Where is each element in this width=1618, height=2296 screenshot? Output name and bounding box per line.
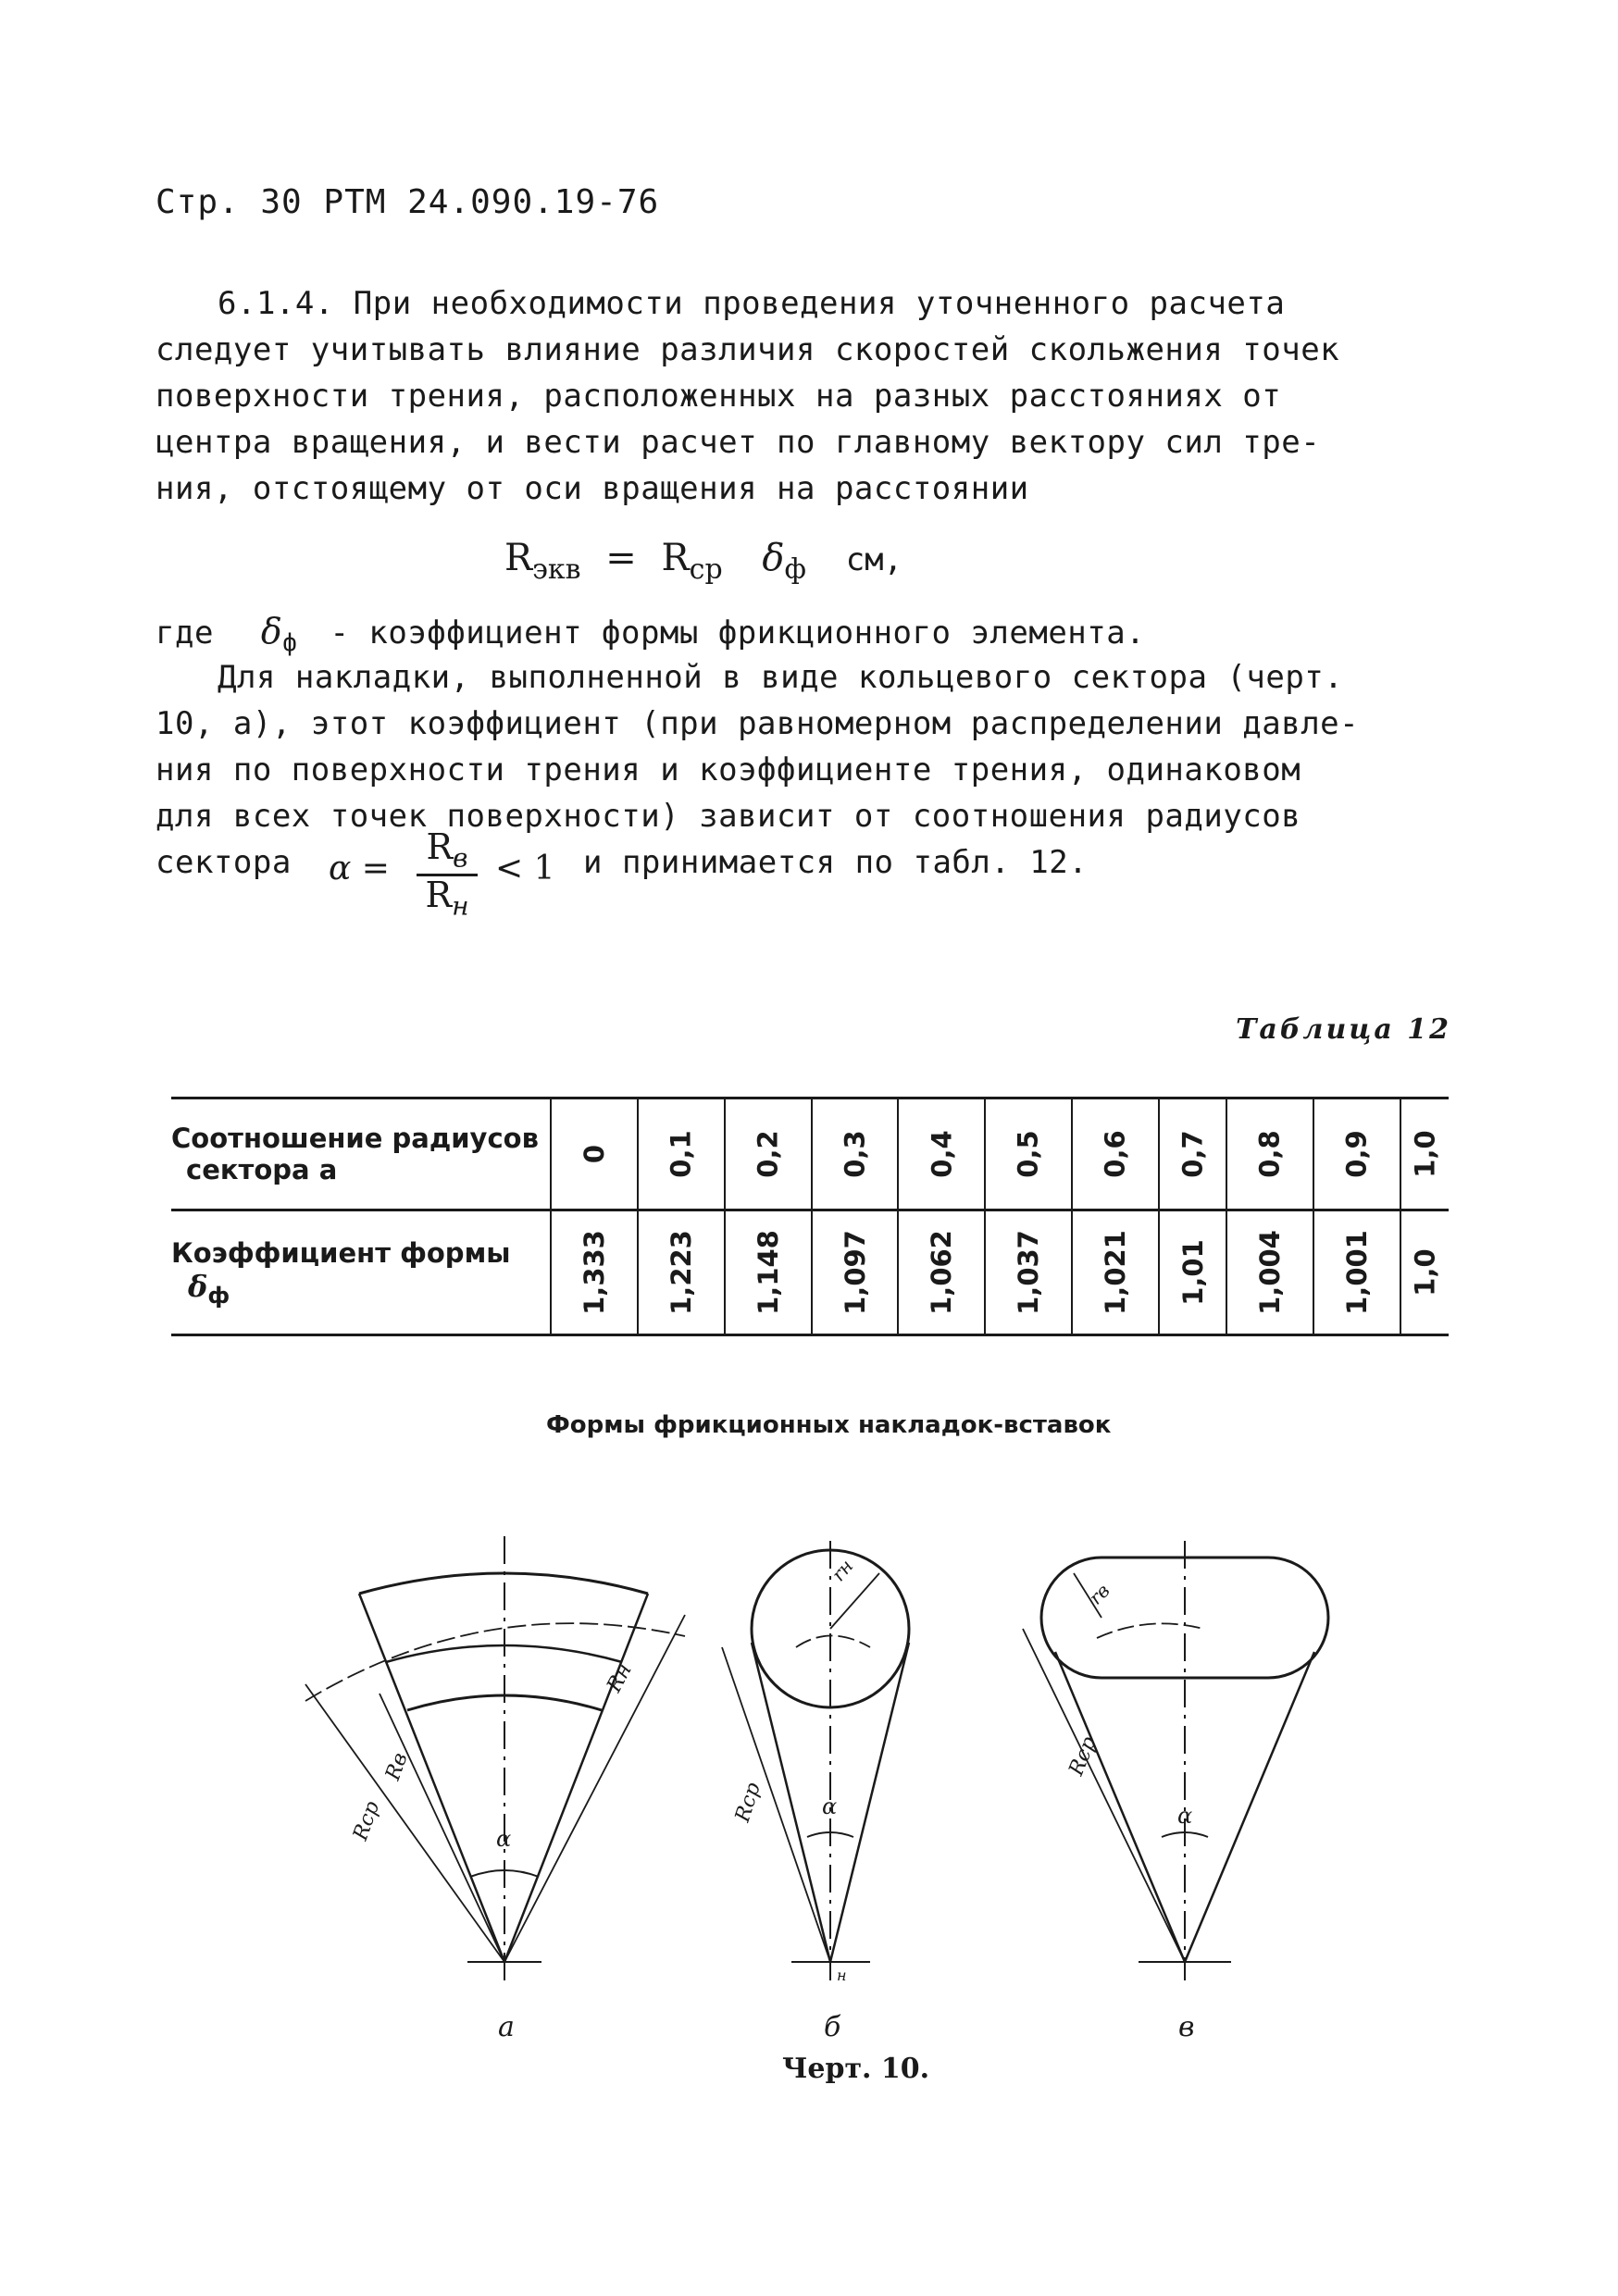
table-cell: 1,223 — [638, 1210, 725, 1335]
paragraph-line: поверхности трения, расположенных на разных расстояниях от — [156, 378, 1282, 415]
circular-pad-drawing — [722, 1541, 909, 1980]
table-cell: 1,0 — [1400, 1098, 1449, 1210]
figure-title: Формы фрикционных накладок-вставок — [546, 1411, 1112, 1439]
rsr-label-b: Rср — [730, 1780, 765, 1825]
table-cell: 1,148 — [725, 1210, 812, 1335]
page-reference: Стр. 30 РТМ 24.090.19-76 — [156, 183, 660, 221]
rsr-label-c: Rср — [1064, 1733, 1101, 1780]
table-cell: 1,037 — [985, 1210, 1072, 1335]
rn-radius — [830, 1573, 879, 1629]
tangent-right — [1185, 1652, 1314, 1962]
table-cell: 0,4 — [898, 1098, 985, 1210]
table-cell: 1,01 — [1159, 1210, 1227, 1335]
paragraph-line-prefix: сектора — [156, 844, 292, 881]
rn-dimension — [504, 1615, 685, 1962]
table-cell: 0,5 — [985, 1098, 1072, 1210]
paragraph-line: центра вращения, и вести расчет по главному вектору сил тре- — [156, 424, 1321, 461]
table-cell: 0,6 — [1072, 1098, 1159, 1210]
table-cell: 1,097 — [812, 1210, 899, 1335]
row-header-line: Соотношение радиусов — [171, 1123, 539, 1154]
table-cell: 1,021 — [1072, 1210, 1159, 1335]
table-cell: 0,1 — [638, 1098, 725, 1210]
rsr-arc — [1097, 1623, 1203, 1638]
rsr-arc — [305, 1623, 685, 1701]
sector-side-left — [359, 1594, 504, 1962]
table-cell: 0,8 — [1226, 1098, 1313, 1210]
tangent-right — [830, 1643, 909, 1962]
table-cell: 1,333 — [551, 1210, 638, 1335]
row-header-line: сектора а — [186, 1154, 338, 1185]
alpha-label-c: α — [1177, 1803, 1193, 1829]
figure-caption: Черт. 10. — [782, 2053, 930, 2085]
rv-label-c: rв — [1084, 1579, 1114, 1609]
alpha-label-a: α — [496, 1826, 512, 1852]
rsr-dimension — [305, 1684, 504, 1962]
rn-label-b: rн — [827, 1555, 858, 1586]
table-cell: 0 — [551, 1098, 638, 1210]
table-cell: 0,7 — [1159, 1098, 1227, 1210]
rsr-label-a: Rср — [349, 1798, 385, 1844]
row-header-coefficient: Коэффициент формы $\delta_ф$ — [171, 1210, 551, 1335]
table-cell: 0,3 — [812, 1098, 899, 1210]
table-cell: 1,062 — [898, 1210, 985, 1335]
sublabel-c: в — [1178, 2011, 1195, 2043]
table-cell: 0,2 — [725, 1098, 812, 1210]
paragraph-line-suffix: и принимается по табл. 12. — [583, 844, 1089, 881]
sublabel-b: б — [824, 2011, 841, 2043]
paragraph-line: ния, отстоящему от оси вращения на расстоянии — [156, 470, 1029, 507]
table-title: Таблица 12 — [1236, 1013, 1451, 1046]
ratio-variable: α = — [329, 850, 390, 887]
rn-label-a: Rн — [603, 1659, 637, 1696]
paragraph-line: ния по поверхности трения и коэффициенте трения, одинаковом — [156, 751, 1301, 788]
paragraph-line: для всех точек поверхности) зависит от соотношения радиусов — [156, 798, 1301, 835]
paragraph-line: 6.1.4. При необходимости проведения уточненного расчета — [218, 285, 1286, 322]
rv-dimension — [380, 1694, 504, 1962]
table-cell: 1,001 — [1313, 1210, 1400, 1335]
table-cell: 0,9 — [1313, 1098, 1400, 1210]
ratio-denominator: $R_н$ — [425, 875, 469, 922]
sector-side-right — [504, 1594, 648, 1962]
table-cell: 1,004 — [1226, 1210, 1313, 1335]
sublabel-a: а — [498, 2011, 515, 2043]
paragraph-line: Для накладки, выполненной в виде кольцевого сектора (черт. — [218, 659, 1344, 696]
h-mark-b: н — [837, 1967, 847, 1984]
rv-label-a: Rв — [381, 1749, 413, 1784]
tangent-left — [752, 1643, 830, 1962]
rsr-arc — [796, 1636, 870, 1648]
ratio-numerator: $R_в$ — [417, 826, 478, 876]
ratio-inequality: < 1 — [495, 850, 555, 887]
paragraph-line: 10, а), этот коэффициент (при равномерном распределении давле- — [156, 705, 1360, 742]
definition-line: где $\delta_ф$ - коэффициент формы фрикционного элемента. — [156, 611, 1146, 657]
formula: $R_{экв} = R_{ср}$ $\delta_ф$ см, — [504, 537, 903, 586]
tangent-left — [1055, 1652, 1185, 1962]
table-cell: 1,0 — [1400, 1210, 1449, 1335]
annular-sector-drawing — [305, 1536, 685, 1980]
alpha-label-b: α — [822, 1793, 838, 1819]
paragraph-line: следует учитывать влияние различия скоростей скольжения точек — [156, 331, 1340, 368]
